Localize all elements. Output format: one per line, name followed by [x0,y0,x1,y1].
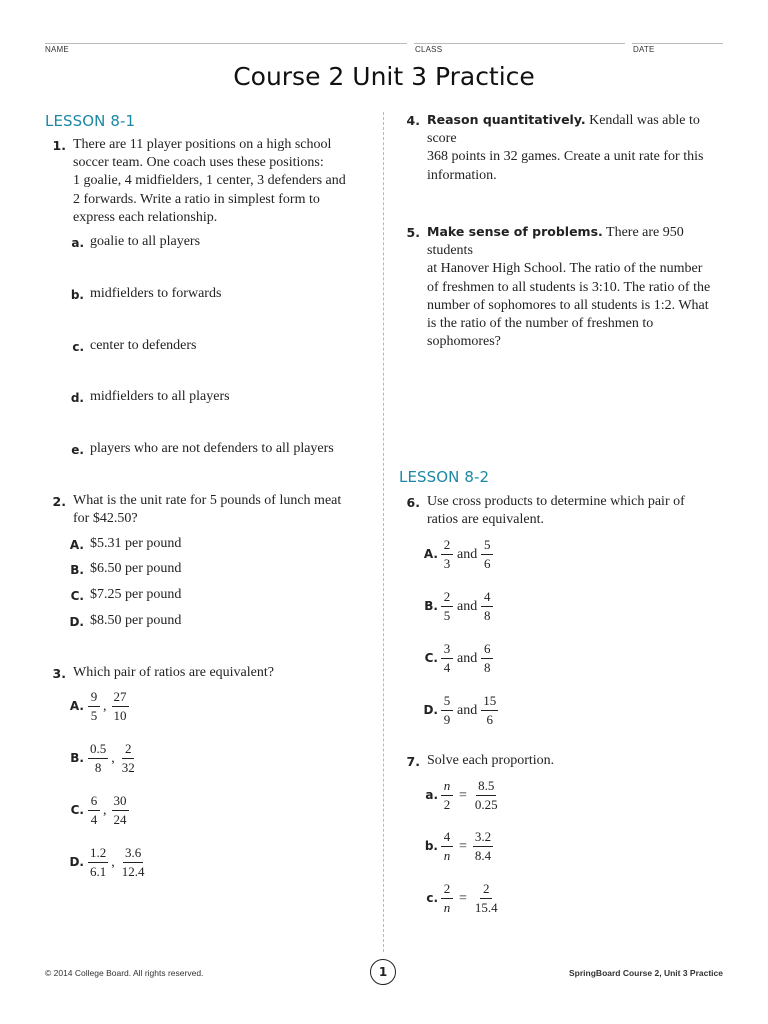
fraction: $\frac{3}{4}$ [441,640,453,677]
q1-part-b-label: b. [70,288,84,302]
fraction: $\frac{2}{32}$ [121,741,135,775]
q6-option-c-ratios: $\frac{3}{4}$ and $\frac{6}{8}$ [441,640,493,677]
question-1-number: 1. [52,138,66,153]
q7-part-b-proportion [441,828,493,865]
question-1-text: There are 11 player positions on a high school soccer team. One coach uses these positions: 1 goalie, 4 midfielders, 1 center, 3 defenders and 2 forwards. Write a ratio in simplest form to express each relationship. [73,137,346,225]
question-4-text: Reason quantitatively. Kendall was able to score 368 points in 32 games. Create a unit rate for this information. [427,112,704,183]
question-4-number: 4. [406,113,420,128]
q1-part-d-label: d. [70,391,84,405]
lesson-8-1-heading: LESSON 8-1 [45,112,136,130]
q6-option-d-ratios: $\frac{5}{9}$ and $\frac{15}{6}$ [441,692,498,729]
fraction: $\frac{2}{n}$ [441,880,453,917]
question-5-number: 5. [406,225,420,240]
q3-option-c-label: C. [70,803,84,817]
lesson-8-2-heading: LESSON 8-2 [399,468,490,486]
question-6-text: Use cross products to determine which pair of ratios are equivalent. [427,494,685,528]
fraction: $\frac{2}{3}$ [441,536,453,573]
question-7-text: Solve each proportion. [427,753,555,768]
fraction: $\frac{4}{n}$ [441,828,453,865]
q1-part-a-label: a. [71,236,84,250]
fraction: $\frac{4}{8}$ [481,588,493,625]
question-2-text: What is the unit rate for 5 pounds of lunch meat for $42.50? [73,493,342,527]
q6-option-a-ratios: $\frac{2}{3}$ and $\frac{5}{6}$ [441,536,493,573]
fraction: $\frac{5}{9}$ [441,692,453,729]
q3-option-a-ratios: $\frac{9}{5}$ , $\frac{27}{10}$ [88,688,129,725]
q3-option-d-label: D. [69,855,84,869]
fraction: $\frac{6}{4}$ [88,792,100,829]
q2-option-a-text: $5.31 per pound [90,536,182,551]
date-label: DATE [633,45,655,54]
column-divider [383,112,384,952]
fraction: $\frac{5}{6}$ [481,536,493,573]
q3-option-d-ratios: $\frac{1.2}{6.1}$ , $\frac{3.6}{12.4}$ [90,845,145,879]
fraction: $\frac{2}{5}$ [441,588,453,625]
q2-option-b-text: $6.50 per pound [90,561,182,576]
q1-part-a-text: goalie to all players [90,234,201,249]
q3-option-b-ratios: $\frac{0.5}{8}$ , $\frac{2}{32}$ [90,741,135,775]
question-3-number: 3. [52,666,66,681]
fraction: $\frac{6}{8}$ [481,640,493,677]
q7-part-a-label: a. [425,788,438,802]
fraction: $\frac{3.6}{12.4}$ [121,845,145,879]
question-3-text: Which pair of ratios are equivalent? [73,665,274,680]
class-label: CLASS [415,45,443,54]
q1-part-c-text: center to defenders [90,338,197,353]
class-field-line [414,43,625,44]
q7-part-a-proportion [441,777,500,814]
page-title: Course 2 Unit 3 Practice [233,62,535,91]
date-field-line [632,43,723,44]
question-2-number: 2. [52,494,66,509]
course-footer: SpringBoard Course 2, Unit 3 Practice [569,968,723,978]
q1-part-e-text: players who are not defenders to all players [90,441,334,456]
fraction: $\frac{3.2}{8.4}$ [474,829,492,863]
q1-part-b-text: midfielders to forwards [90,286,222,301]
fraction: $\frac{15}{6}$ [483,693,497,727]
q6-option-c-label: C. [424,651,438,665]
equals-sign: = [459,787,467,803]
q6-option-b-label: B. [424,599,438,613]
fraction: $\frac{0.5}{8}$ [90,741,107,775]
q3-option-c-ratios: $\frac{6}{4}$ , $\frac{30}{24}$ [88,792,129,829]
question-5-text: Make sense of problems. There are 950 students at Hanover High School. The ratio of the number of freshmen to all students is 3:10. The ratio of the number of sophomores to all students is 1:2. What is the ratio of the number of freshmen to sophomores? [427,224,711,350]
q6-option-b-ratios: $\frac{2}{5}$ and $\frac{4}{8}$ [441,588,493,625]
q2-option-b-label: B. [70,563,84,577]
equals-sign: = [459,838,467,854]
fraction: $\frac{n}{2}$ [441,777,453,814]
q7-part-c-proportion [441,880,500,917]
name-field-line [45,43,407,44]
q2-option-c-label: C. [70,589,84,603]
fraction: $\frac{1.2}{6.1}$ [90,845,107,879]
name-label: NAME [45,45,69,54]
q2-option-d-text: $8.50 per pound [90,613,182,628]
q3-option-a-label: A. [69,699,84,713]
fraction: $\frac{2}{15.4}$ [474,881,498,915]
q6-option-d-label: D. [423,703,438,717]
fraction: $\frac{8.5}{0.25}$ [474,778,498,812]
q7-part-c-label: c. [426,891,438,905]
page-number: 1 [370,959,396,985]
copyright-notice: © 2014 College Board. All rights reserved. [45,968,204,978]
question-7-number: 7. [406,754,420,769]
q2-option-c-text: $7.25 per pound [90,587,182,602]
q2-option-a-label: A. [69,538,84,552]
q1-part-d-text: midfielders to all players [90,389,230,404]
q1-part-c-label: c. [72,340,84,354]
fraction: $\frac{9}{5}$ [88,688,100,725]
q2-option-d-label: D. [69,615,84,629]
q3-option-b-label: B. [70,751,84,765]
q1-part-e-label: e. [71,443,84,457]
fraction: $\frac{30}{24}$ [113,793,127,827]
question-6-number: 6. [406,495,420,510]
equals-sign: = [459,890,467,906]
fraction: $\frac{27}{10}$ [113,689,127,723]
q6-option-a-label: A. [423,547,438,561]
q7-part-b-label: b. [424,839,438,853]
